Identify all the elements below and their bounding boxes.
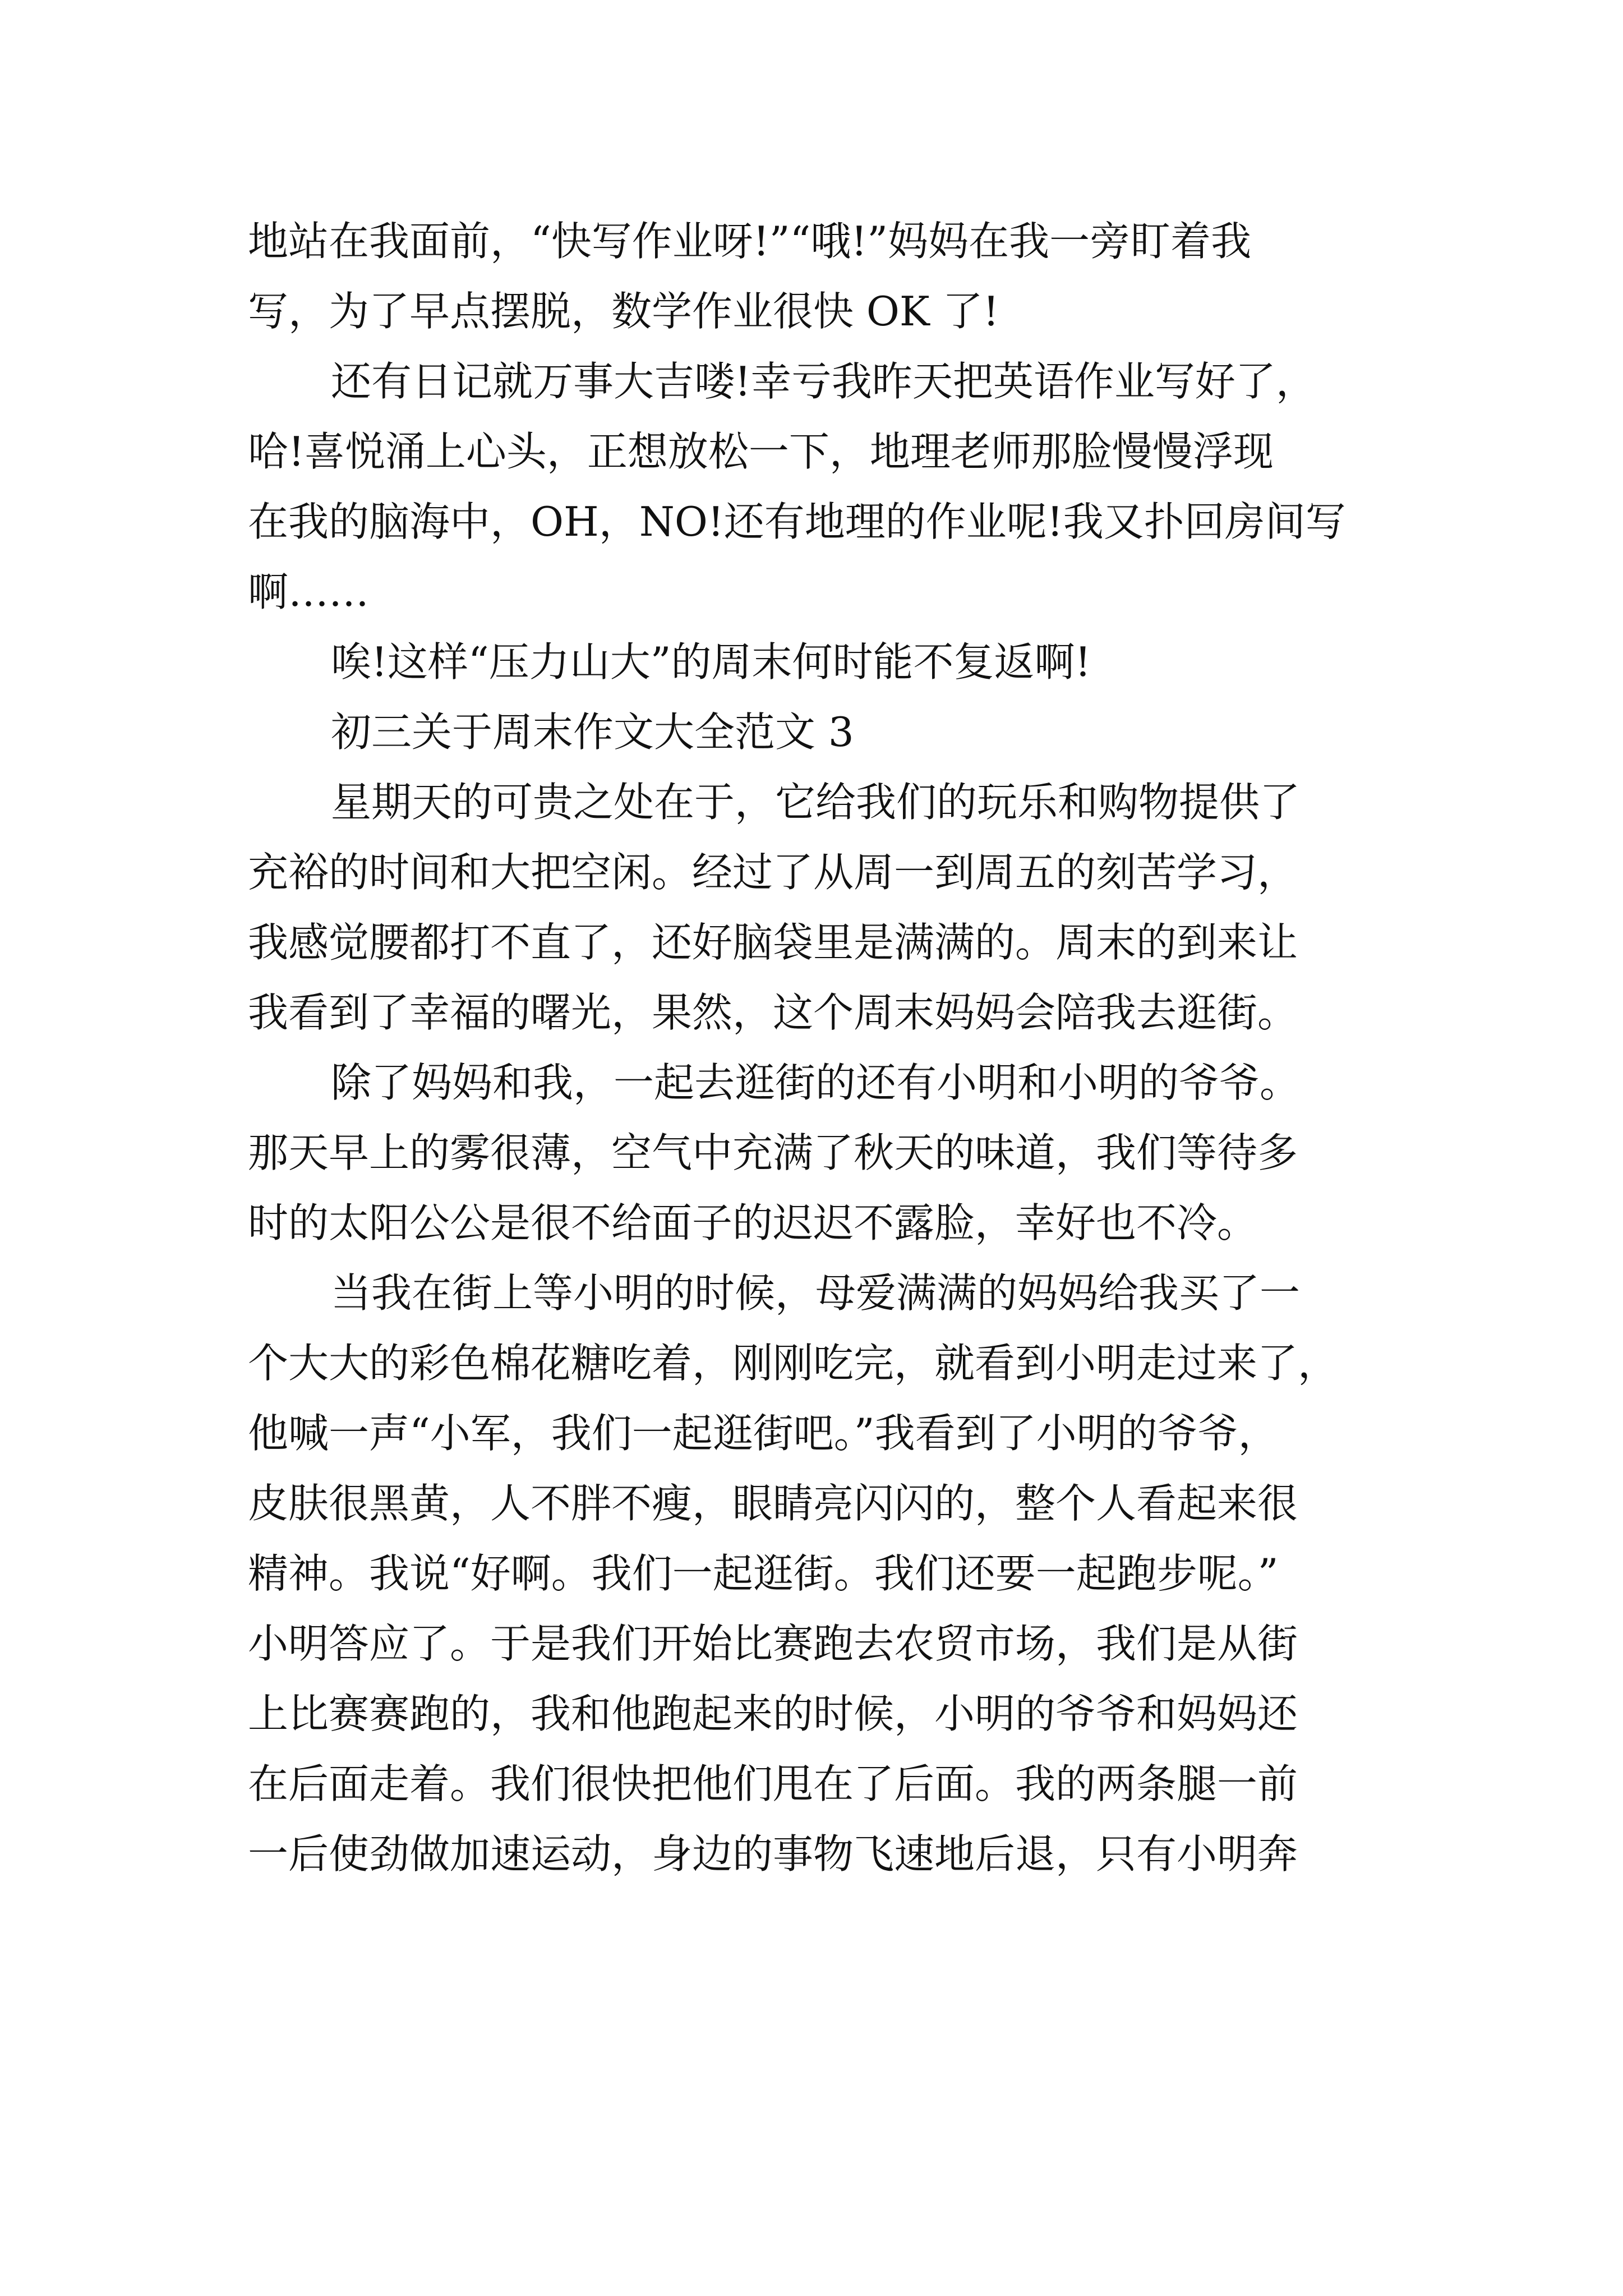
text-line: 在后面走着。我们很快把他们甩在了后面。我的两条腿一前	[248, 1760, 1298, 1807]
text-line: 那天早上的雾很薄，空气中充满了秋天的味道，我们等待多	[248, 1129, 1298, 1176]
text-line: 地站在我面前，“快写作业呀!”“哦!”妈妈在我一旁盯着我	[248, 218, 1252, 265]
text-line: 上比赛赛跑的，我和他跑起来的时候，小明的爷爷和妈妈还	[248, 1690, 1298, 1737]
text-line: 个大大的彩色棉花糖吃着，刚刚吃完，就看到小明走过来了，	[248, 1340, 1339, 1387]
text-line: 写，为了早点摆脱，数学作业很快 OK 了!	[248, 288, 999, 335]
text-line: 初三关于周末作文大全范文 3	[331, 708, 854, 756]
text-line: 啊……	[248, 568, 370, 615]
text-line: 我感觉腰都打不直了，还好脑袋里是满满的。周末的到来让	[248, 919, 1298, 966]
text-line: 我看到了幸福的曙光，果然，这个周末妈妈会陪我去逛街。	[248, 989, 1298, 1036]
text-line: 星期天的可贵之处在于，它给我们的玩乐和购物提供了	[331, 779, 1301, 826]
text-line: 一后使劲做加速运动，身边的事物飞速地后退，只有小明奔	[248, 1830, 1298, 1878]
text-line: 充裕的时间和大把空闲。经过了从周一到周五的刻苦学习，	[248, 849, 1298, 896]
text-line: 精神。我说“好啊。我们一起逛街。我们还要一起跑步呢。”	[248, 1550, 1279, 1597]
text-line: 皮肤很黑黄，人不胖不瘦，眼睛亮闪闪的，整个人看起来很	[248, 1480, 1298, 1527]
text-line: 当我在街上等小明的时候，母爱满满的妈妈给我买了一	[331, 1269, 1301, 1317]
text-line: 除了妈妈和我，一起去逛街的还有小明和小明的爷爷。	[331, 1059, 1301, 1106]
text-line: 唉!这样“压力山大”的周末何时能不复返啊!	[331, 638, 1091, 685]
text-line: 他喊一声“小军，我们一起逛街吧。”我看到了小明的爷爷，	[248, 1410, 1279, 1457]
text-line: 还有日记就万事大吉喽!幸亏我昨天把英语作业写好了，	[331, 358, 1316, 405]
text-line: 哈!喜悦涌上心头，正想放松一下，地理老师那脸慢慢浮现	[248, 428, 1274, 475]
text-line: 小明答应了。于是我们开始比赛跑去农贸市场，我们是从街	[248, 1620, 1298, 1667]
essay-body	[248, 206, 1386, 1889]
text-line: 在我的脑海中，OH，NO!还有地理的作业呢!我又扑回房间写	[248, 498, 1346, 545]
text-line: 时的太阳公公是很不给面子的迟迟不露脸，幸好也不冷。	[248, 1199, 1258, 1246]
